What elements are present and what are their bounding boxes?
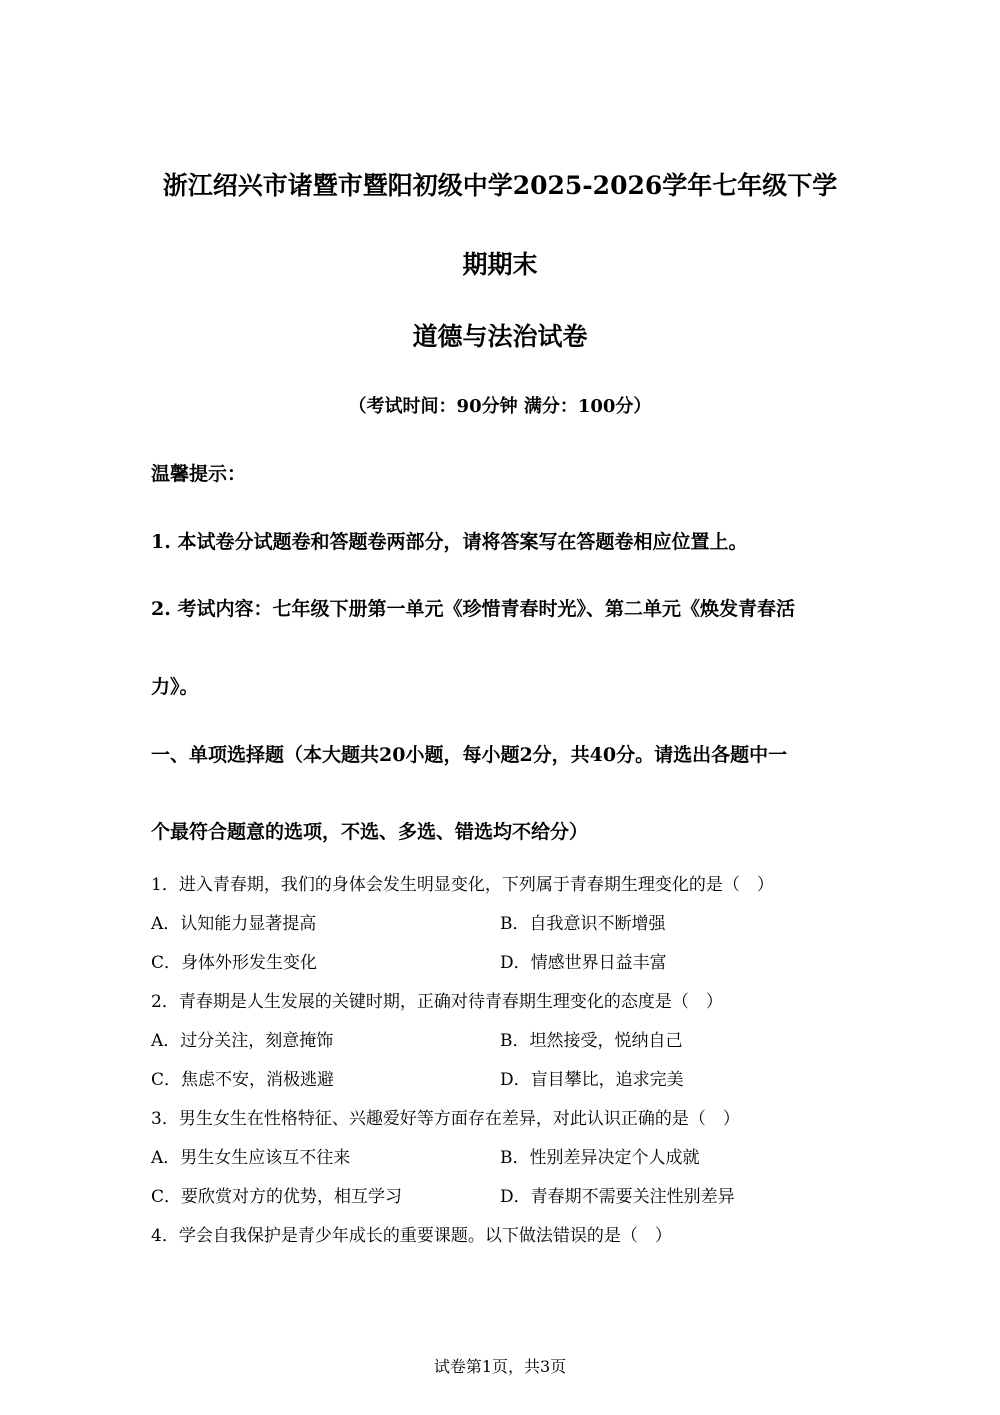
question-3-option-d: D．青春期不需要关注性别差异 [500, 1187, 735, 1207]
question-1-option-a: A．认知能力显著提高 [151, 914, 317, 934]
question-2-option-c: C．焦虑不安，消极逃避 [151, 1070, 335, 1090]
subject-title: 道德与法治试卷 [412, 322, 588, 351]
question-2-stem: 2．青春期是人生发展的关键时期，正确对待青春期生理变化的态度是（ ） [151, 992, 723, 1012]
question-3-option-c: C．要欣赏对方的优势，相互学习 [151, 1187, 403, 1207]
question-3-stem: 3．男生女生在性格特征、兴趣爱好等方面存在差异，对此认识正确的是（ ） [151, 1109, 740, 1129]
question-1-stem: 1．进入青春期，我们的身体会发生明显变化，下列属于青春期生理变化的是（ ） [151, 875, 774, 895]
question-1-option-c: C．身体外形发生变化 [151, 953, 318, 973]
question-1-option-b: B．自我意识不断增强 [500, 914, 666, 934]
question-4-stem: 4．学会自我保护是青少年成长的重要课题。以下做法错误的是（ ） [151, 1226, 672, 1246]
question-3-option-b: B．性别差异决定个人成就 [500, 1148, 700, 1168]
tip-2-line-1: 2. 考试内容：七年级下册第一单元《珍惜青春时光》、第二单元《焕发青春活 [151, 598, 795, 620]
page-footer: 试卷第1页，共3页 [433, 1357, 567, 1376]
question-3-option-a: A．男生女生应该互不往来 [151, 1148, 351, 1168]
question-2-option-b: B．坦然接受，悦纳自己 [500, 1031, 683, 1051]
exam-info: （考试时间：90分钟 满分：100分） [348, 396, 652, 417]
section-heading-line-2: 个最符合题意的选项，不选、多选、错选均不给分） [151, 821, 589, 843]
title-line-1: 浙江绍兴市诸暨市暨阳初级中学2025-2026学年七年级下学 [162, 171, 838, 200]
title-line-2: 期期末 [462, 250, 538, 279]
question-2-option-a: A．过分关注，刻意掩饰 [151, 1031, 334, 1051]
tips-heading: 温馨提示： [151, 463, 247, 485]
section-heading-line-1: 一、单项选择题（本大题共20小题，每小题2分，共40分。请选出各题中一 [151, 744, 788, 766]
tip-1: 1. 本试卷分试题卷和答题卷两部分，请将答案写在答题卷相应位置上。 [151, 531, 748, 553]
question-2-option-d: D．盲目攀比，追求完美 [500, 1070, 684, 1090]
question-1-option-d: D．情感世界日益丰富 [500, 953, 667, 973]
tip-2-line-2: 力》。 [151, 676, 199, 698]
